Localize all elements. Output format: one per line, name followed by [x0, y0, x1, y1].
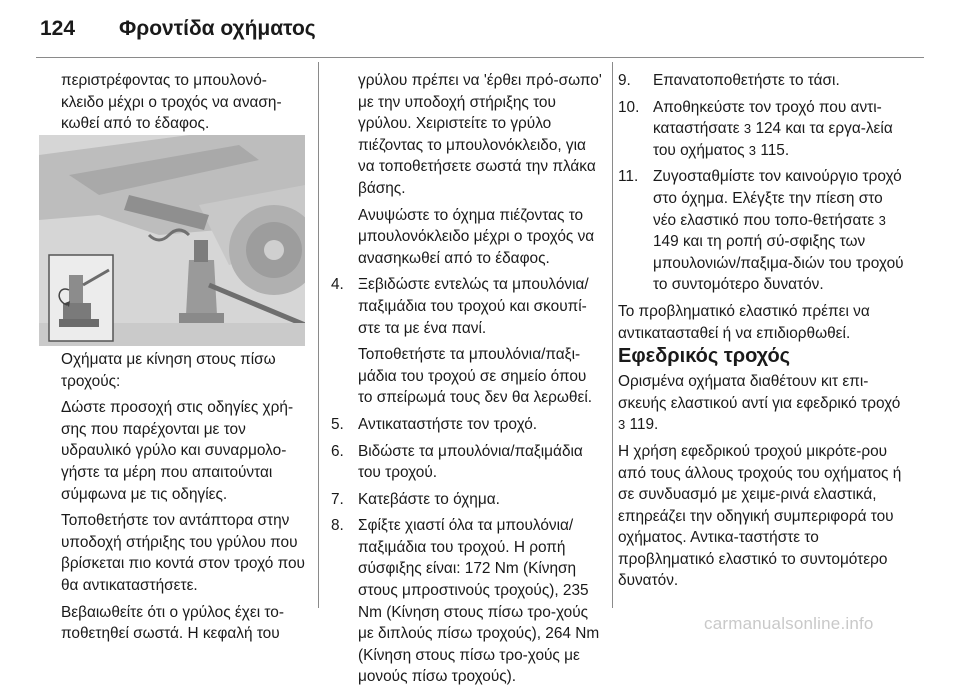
page-reference-icon: 3	[748, 142, 757, 158]
list-item	[331, 489, 605, 511]
list-item	[618, 97, 908, 162]
step-text	[653, 97, 908, 162]
step-text: Βιδώστε τα μπουλόνια/παξιμάδια του τροχού.	[358, 442, 583, 482]
column-divider-2	[612, 62, 613, 608]
list-item	[618, 166, 908, 296]
column-3	[618, 70, 908, 592]
step-text-part: 149 και τη ροπή σύ-σφιξης των μπουλονιών/παξιμα-διών του τροχού το συντομότερο δυνατόν.	[653, 233, 904, 294]
section-heading: Εφεδρικός τροχός	[618, 345, 791, 368]
list-item	[618, 70, 908, 92]
list-item	[331, 441, 605, 484]
step-number: 7.	[331, 490, 344, 508]
caption: Οχήματα με κίνηση στους πίσω τροχούς:	[61, 351, 276, 390]
page-number: 124	[40, 17, 76, 40]
paragraph-text-part: Ορισμένα οχήματα διαθέτουν κιτ επι-σκευής ελαστικού αντί για εφεδρικό τροχό	[618, 373, 901, 412]
step-number: 8.	[331, 517, 344, 535]
step-number: 6.	[331, 442, 344, 460]
step-text-part: 124 και τα εργα-λεία του οχήματος	[653, 120, 893, 159]
step-number: 9.	[618, 72, 631, 89]
paragraph-2: Τοποθετήστε τον αντάπτορα στην υποδοχή στήριξης του γρύλου που βρίσκεται πιο κοντά στον τροχό που θα αντικαταστήσετε.	[61, 512, 305, 594]
list-item	[331, 414, 605, 436]
watermark: carmanualsonline.info	[704, 614, 874, 633]
page-title: Φροντίδα οχήματος	[119, 17, 316, 40]
spare-wheel-paragraph-2: Η χρήση εφεδρικού τροχού μικρότε-ρου από τους άλλους τροχούς του οχήματος ή σε συνδυασμό με χειμε-ρινά ελαστικά, επηρεάζει την οδηγική συμπεριφορά του οχήματος. Αντικα-ταστήστε το προβληματικό ελαστικό το συντομότερο δυνατόν.	[618, 442, 902, 590]
repair-note: Το προβληματικό ελαστικό πρέπει να αντικατασταθεί ή να επιδιορθωθεί.	[618, 302, 870, 342]
step-number: 10.	[618, 98, 640, 116]
step-text: Κατεβάστε το όχημα.	[358, 490, 500, 508]
jack-illustration	[39, 135, 305, 346]
page-reference-icon: 3	[878, 212, 886, 228]
steps-list-continued	[618, 70, 908, 296]
step-number: 4.	[331, 276, 344, 294]
column-1-text	[61, 349, 309, 645]
paragraph-text-part: 119.	[629, 416, 659, 434]
page-reference-icon: 3	[743, 121, 752, 137]
continued-text-2: Ανυψώστε το όχημα πιέζοντας το μπουλονόκλειδο μέχρι ο τροχός να ανασηκωθεί από το έδαφος.	[358, 206, 595, 267]
list-item	[331, 515, 605, 688]
step-number: 11.	[618, 168, 639, 186]
step-text: Σφίξτε χιαστί όλα τα μπουλόνια/ παξιμάδια του τροχού. Η ροπή σύσφιξης είναι: 172 Nm (Κίνηση στους μπροστινούς τροχούς), 235 Nm (Κίνηση στους πίσω τρο-χούς με διπλούς πίσω τροχούς), 264 Nm (Κίνηση στους πίσω τρο-χούς με μονούς πίσω τροχούς).	[358, 517, 600, 686]
continued-text-1: γρύλου πρέπει να 'έρθει πρό-σωπο' με την υποδοχή στήριξης του γρύλου. Χειριστείτε το γρύλο πιέζοντας το μπουλονόκλειδο, για να τοποθετήσετε σωστά την πλάκα βάσης.	[358, 72, 602, 197]
header-rule	[36, 57, 924, 58]
step-text: Ξεβιδώστε εντελώς τα μπουλόνια/ παξιμάδια του τροχού και σκουπί-στε τα με ένα πανί.	[358, 276, 589, 337]
column-divider-1	[318, 62, 319, 608]
step-text: Επανατοποθετήστε το τάσι.	[653, 72, 840, 89]
spare-wheel-paragraph-1	[618, 371, 908, 436]
intro-text: περιστρέφοντας το μπουλονό-κλειδο μέχρι ο τροχός να αναση-κωθεί από το έδαφος.	[61, 72, 282, 133]
step-text: Αντικαταστήστε τον τροχό.	[358, 415, 538, 433]
paragraph-1: Δώστε προσοχή στις οδηγίες χρή-σης που παρέχονται με τον υδραυλικό γρύλο και συναρμολο-γήστε τα μέρη που απαιτούνται σύμφωνα με τις οδηγίες.	[61, 399, 294, 503]
column-1	[61, 70, 309, 135]
step-extra-text: Τοποθετήστε τα μπουλόνια/παξι-μάδια του τροχού σε σημείο όπου το σπείρωμά τους δεν θα λερωθεί.	[358, 346, 593, 407]
list-item	[331, 274, 605, 409]
page-header	[0, 0, 960, 54]
step-number: 5.	[331, 415, 344, 433]
steps-list	[331, 274, 605, 688]
column-2	[331, 70, 605, 688]
step-text-part: 115.	[760, 141, 790, 159]
step-text-part: Ζυγοσταθμίστε τον καινούργιο τροχό στο όχημα. Ελέγξτε την πίεση στο νέο ελαστικό που τοπο-θετήσατε	[653, 168, 902, 229]
page-reference-icon: 3	[618, 417, 626, 433]
paragraph-3: Βεβαιωθείτε ότι ο γρύλος έχει το-ποθετηθεί σωστά. Η κεφαλή του	[61, 603, 284, 643]
step-text-part: Αποθηκεύστε τον τροχό που αντι-καταστήσατε	[653, 98, 882, 138]
step-text	[653, 166, 908, 296]
